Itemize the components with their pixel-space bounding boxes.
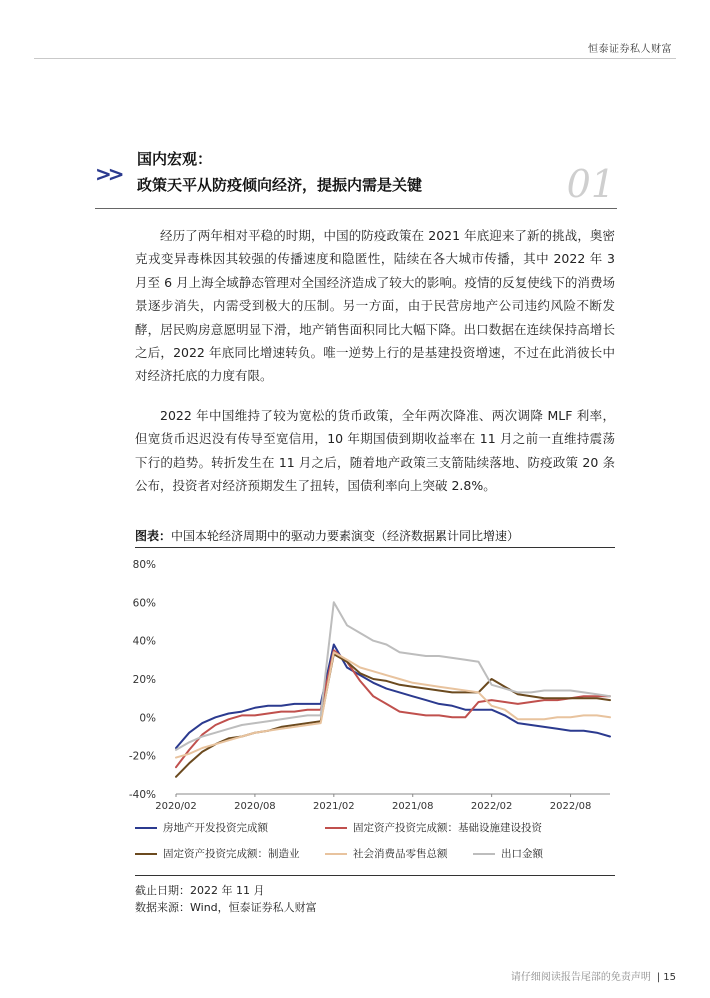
- series-line: [176, 652, 610, 757]
- x-tick-label: 2022/08: [549, 801, 592, 812]
- disclaimer-text: 请仔细阅读报告尾部的免责声明: [510, 972, 651, 983]
- page-number: 15: [663, 972, 676, 983]
- legend-item: [325, 846, 448, 861]
- chart-caption: [135, 527, 519, 544]
- series-line: [176, 650, 610, 767]
- x-tick-label: 2020/08: [234, 801, 276, 812]
- legend-item: [325, 820, 542, 835]
- section-heading: [95, 148, 617, 210]
- series-line: [176, 645, 610, 749]
- legend-swatch: [135, 827, 157, 829]
- double-chevron-icon: >>: [95, 162, 121, 186]
- legend-label: 出口金额: [501, 848, 543, 860]
- legend-label: 固定资产投资完成额：基础设施建设投资: [353, 822, 542, 834]
- body-paragraph-2: 2022 年中国维持了较为宽松的货币政策，全年两次降准、两次调降 MLF 利率，但宽货币迟迟没有传导至宽信用，10 年期国债到期收益率在 11 月之前一直维持震荡下行的趋势。转折发生在 11 月之后，随着地产政策三支箭陆续落地、防疫政策 20 条公布，投资者对经济预期发生了扭转，国债利率向上突破 2.8%。: [135, 408, 615, 494]
- chart-bottom-rule: [135, 875, 615, 876]
- body-paragraph-1: 经历了两年相对平稳的时期，中国的防疫政策在 2021 年底迎来了新的挑战，奥密克戎变异毒株因其较强的传播速度和隐匿性，陆续在各大城市传播，其中 2022 年 3 月至 6 月上海全域静态管理对全国经济造成了较大的影响。疫情的反复使线下的消费场景逐步消失，内需受到极大的压制。另一方面，由于民营房地产公司违约风险不断发酵，居民购房意愿明显下滑，地产销售面积同比大幅下降。出口数据在连续保持高增长之后，2022 年底同比增速转负。唯一逆势上行的是基建投资增速，不过在此消彼长中对经济托底的力度有限。: [135, 228, 615, 384]
- section-title-line2: 政策天平从防疫倾向经济，提振内需是关键: [137, 176, 423, 194]
- section-divider: [95, 208, 617, 209]
- x-tick-label: 2021/02: [313, 801, 355, 812]
- y-tick-label: 20%: [132, 674, 156, 686]
- x-tick-label: 2020/02: [155, 801, 197, 812]
- chart-caption-text: 中国本轮经济周期中的驱动力要素演变（经济数据累计同比增速）: [171, 529, 520, 543]
- legend-label: 社会消费品零售总额: [353, 848, 448, 860]
- header-divider: [34, 58, 676, 59]
- header-brand: 恒泰证券私人财富: [588, 44, 672, 55]
- x-tick-label: 2021/08: [391, 801, 434, 812]
- section-number: 01: [566, 162, 615, 206]
- y-tick-label: 0%: [139, 712, 156, 725]
- chart-caption-prefix: 图表：: [135, 529, 172, 543]
- legend-swatch: [325, 853, 347, 855]
- x-tick-label: 2022/02: [470, 801, 513, 812]
- line-chart: [120, 552, 620, 820]
- y-tick-label: 60%: [132, 597, 156, 610]
- data-cutoff-date: 截止日期：2022 年 11 月: [135, 884, 265, 897]
- footer-separator: |: [656, 972, 661, 983]
- legend-swatch: [473, 853, 495, 855]
- y-tick-label: 80%: [132, 559, 156, 571]
- legend-label: 固定资产投资完成额：制造业: [163, 848, 300, 860]
- section-title-line1: 国内宏观：: [137, 150, 213, 168]
- legend-item: [473, 846, 543, 861]
- y-tick-label: -40%: [128, 789, 156, 801]
- y-tick-label: -20%: [128, 750, 156, 763]
- data-source: 数据来源：Wind，恒泰证券私人财富: [135, 901, 317, 914]
- legend-swatch: [325, 827, 347, 829]
- legend-item: [135, 820, 268, 835]
- page-footer: [511, 968, 676, 983]
- chart-top-rule: [135, 547, 615, 548]
- legend-item: [135, 846, 300, 861]
- legend-label: 房地产开发投资完成额: [163, 822, 268, 834]
- legend-swatch: [135, 853, 157, 855]
- y-tick-label: 40%: [132, 635, 156, 648]
